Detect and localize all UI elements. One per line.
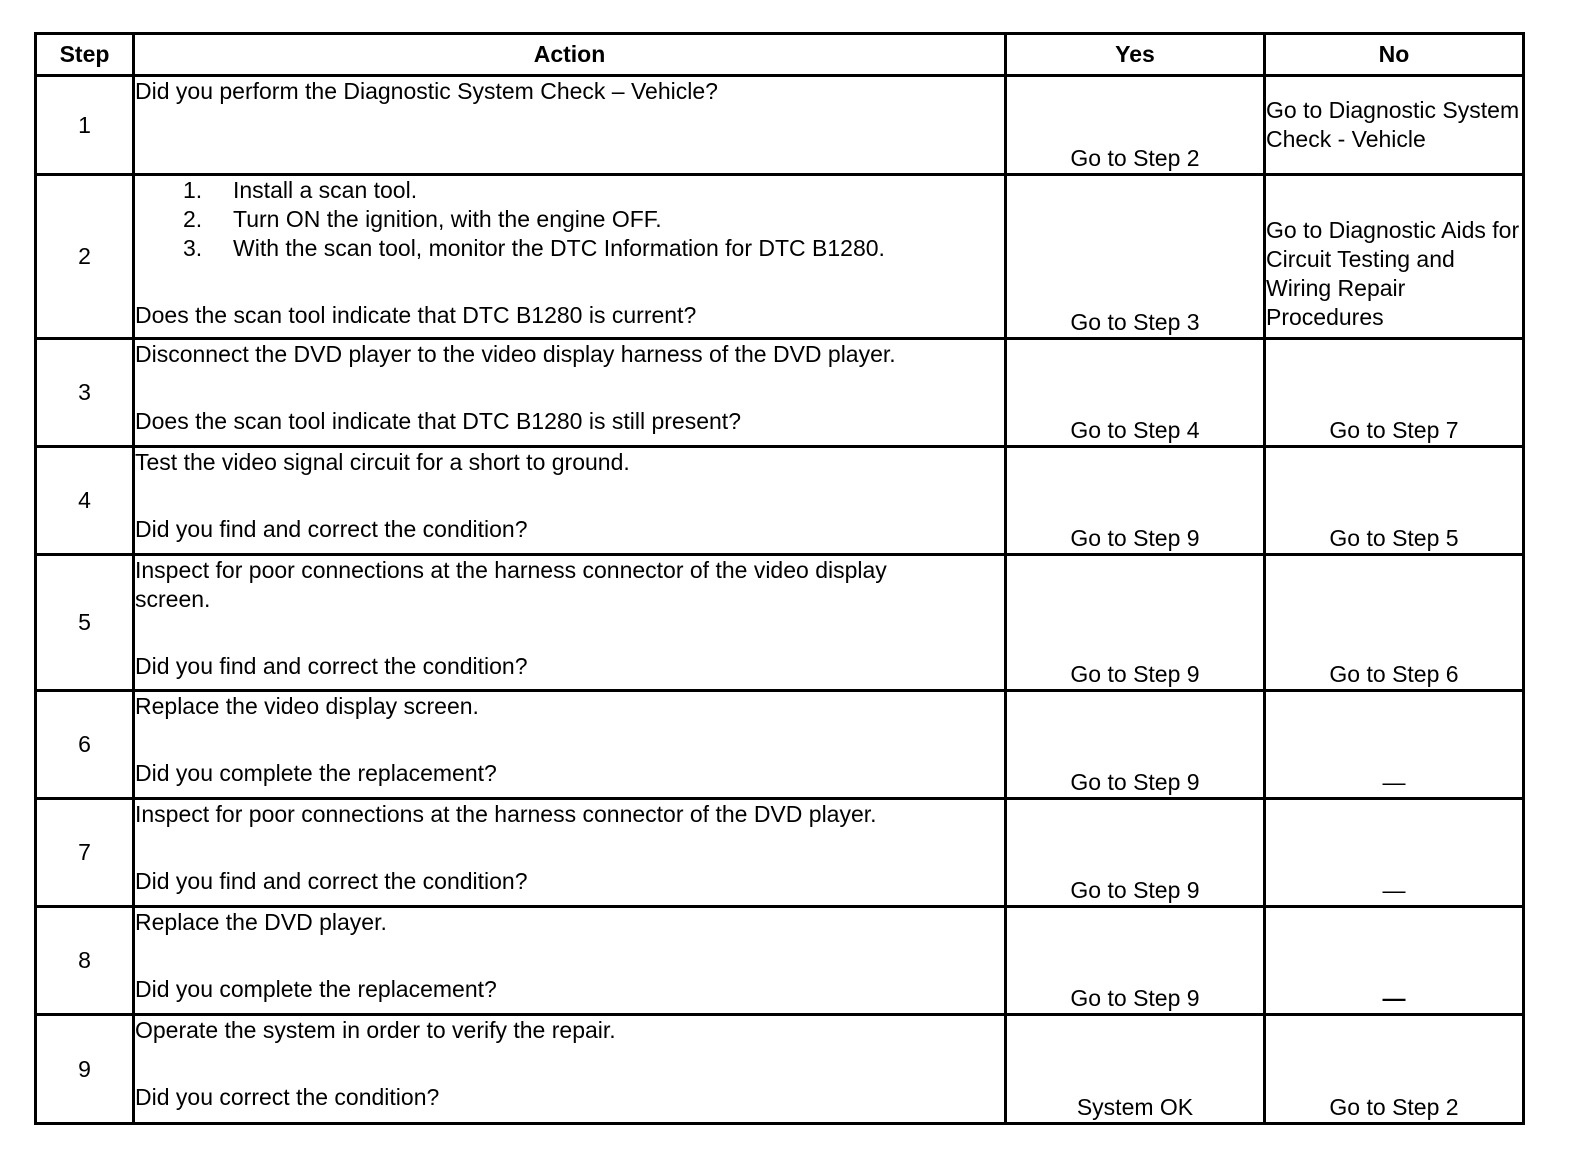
yes-cell: Go to Step 9 <box>1006 907 1265 1015</box>
action-cell <box>134 175 1006 339</box>
step-number: 7 <box>36 799 134 907</box>
no-cell: Go to Step 6 <box>1265 555 1524 691</box>
no-cell: — <box>1265 907 1524 1015</box>
table-row <box>36 339 1524 447</box>
action-cell <box>134 555 1006 691</box>
no-cell: Go to Step 7 <box>1265 339 1524 447</box>
action-cell <box>134 799 1006 907</box>
action-question: Did you complete the replacement? <box>135 760 497 786</box>
table-row <box>36 907 1524 1015</box>
table-row <box>36 799 1524 907</box>
action-cell <box>134 691 1006 799</box>
action-question: Does the scan tool indicate that DTC B1280 is current? <box>135 302 697 328</box>
step-number: 3 <box>36 339 134 447</box>
table-row <box>36 76 1524 175</box>
no-cell: — <box>1265 691 1524 799</box>
substep-item <box>183 234 1004 263</box>
step-number: 5 <box>36 555 134 691</box>
no-cell: — <box>1265 799 1524 907</box>
substep-item <box>183 176 1004 205</box>
no-cell: Go to Diagnostic System Check - Vehicle <box>1265 76 1524 175</box>
action-cell <box>134 1015 1006 1124</box>
table-row <box>36 447 1524 555</box>
yes-cell: Go to Step 2 <box>1006 76 1265 175</box>
step-number: 8 <box>36 907 134 1015</box>
step-number: 9 <box>36 1015 134 1124</box>
action-text: Did you perform the Diagnostic System Check – Vehicle? <box>135 78 718 104</box>
action-cell <box>134 447 1006 555</box>
yes-cell: Go to Step 9 <box>1006 555 1265 691</box>
action-question: Did you find and correct the condition? <box>135 516 528 542</box>
header-step: Step <box>36 34 134 76</box>
table-row <box>36 691 1524 799</box>
substep-text: With the scan tool, monitor the DTC Information for DTC B1280. <box>233 235 885 261</box>
substep-text: Install a scan tool. <box>233 177 418 203</box>
substep-list <box>135 176 1004 263</box>
yes-cell: Go to Step 4 <box>1006 339 1265 447</box>
diagnostic-table <box>34 32 1525 1125</box>
header-row <box>36 34 1524 76</box>
action-text: Replace the video display screen. <box>135 693 479 719</box>
yes-cell: Go to Step 9 <box>1006 691 1265 799</box>
action-text: Replace the DVD player. <box>135 909 387 935</box>
substep-number: 3. <box>183 235 203 261</box>
action-question: Did you find and correct the condition? <box>135 868 528 894</box>
action-question: Did you find and correct the condition? <box>135 653 528 679</box>
action-cell <box>134 907 1006 1015</box>
yes-cell: Go to Step 3 <box>1006 175 1265 339</box>
no-cell: Go to Step 2 <box>1265 1015 1524 1124</box>
action-text: Operate the system in order to verify the repair. <box>135 1017 616 1043</box>
no-cell: Go to Diagnostic Aids for Circuit Testing and Wiring Repair Procedures <box>1265 175 1524 339</box>
table-row <box>36 555 1524 691</box>
action-text: Inspect for poor connections at the harness connector of the video display screen. <box>135 557 887 612</box>
action-text: Inspect for poor connections at the harness connector of the DVD player. <box>135 801 877 827</box>
table-row <box>36 175 1524 339</box>
substep-text: Turn ON the ignition, with the engine OFF. <box>233 206 662 232</box>
yes-cell: Go to Step 9 <box>1006 447 1265 555</box>
yes-cell: Go to Step 9 <box>1006 799 1265 907</box>
action-cell <box>134 339 1006 447</box>
action-text: Test the video signal circuit for a short to ground. <box>135 449 630 475</box>
substep-item <box>183 205 1004 234</box>
table-row <box>36 1015 1524 1124</box>
action-question: Did you correct the condition? <box>135 1084 440 1110</box>
substep-number: 1. <box>183 177 203 203</box>
step-number: 6 <box>36 691 134 799</box>
action-cell <box>134 76 1006 175</box>
substep-number: 2. <box>183 206 203 232</box>
step-number: 1 <box>36 76 134 175</box>
header-action: Action <box>134 34 1006 76</box>
yes-cell: System OK <box>1006 1015 1265 1124</box>
no-cell: Go to Step 5 <box>1265 447 1524 555</box>
step-number: 4 <box>36 447 134 555</box>
action-question: Does the scan tool indicate that DTC B1280 is still present? <box>135 408 741 434</box>
header-yes: Yes <box>1006 34 1265 76</box>
action-text: Disconnect the DVD player to the video display harness of the DVD player. <box>135 341 896 367</box>
header-no: No <box>1265 34 1524 76</box>
step-number: 2 <box>36 175 134 339</box>
action-question: Did you complete the replacement? <box>135 976 497 1002</box>
